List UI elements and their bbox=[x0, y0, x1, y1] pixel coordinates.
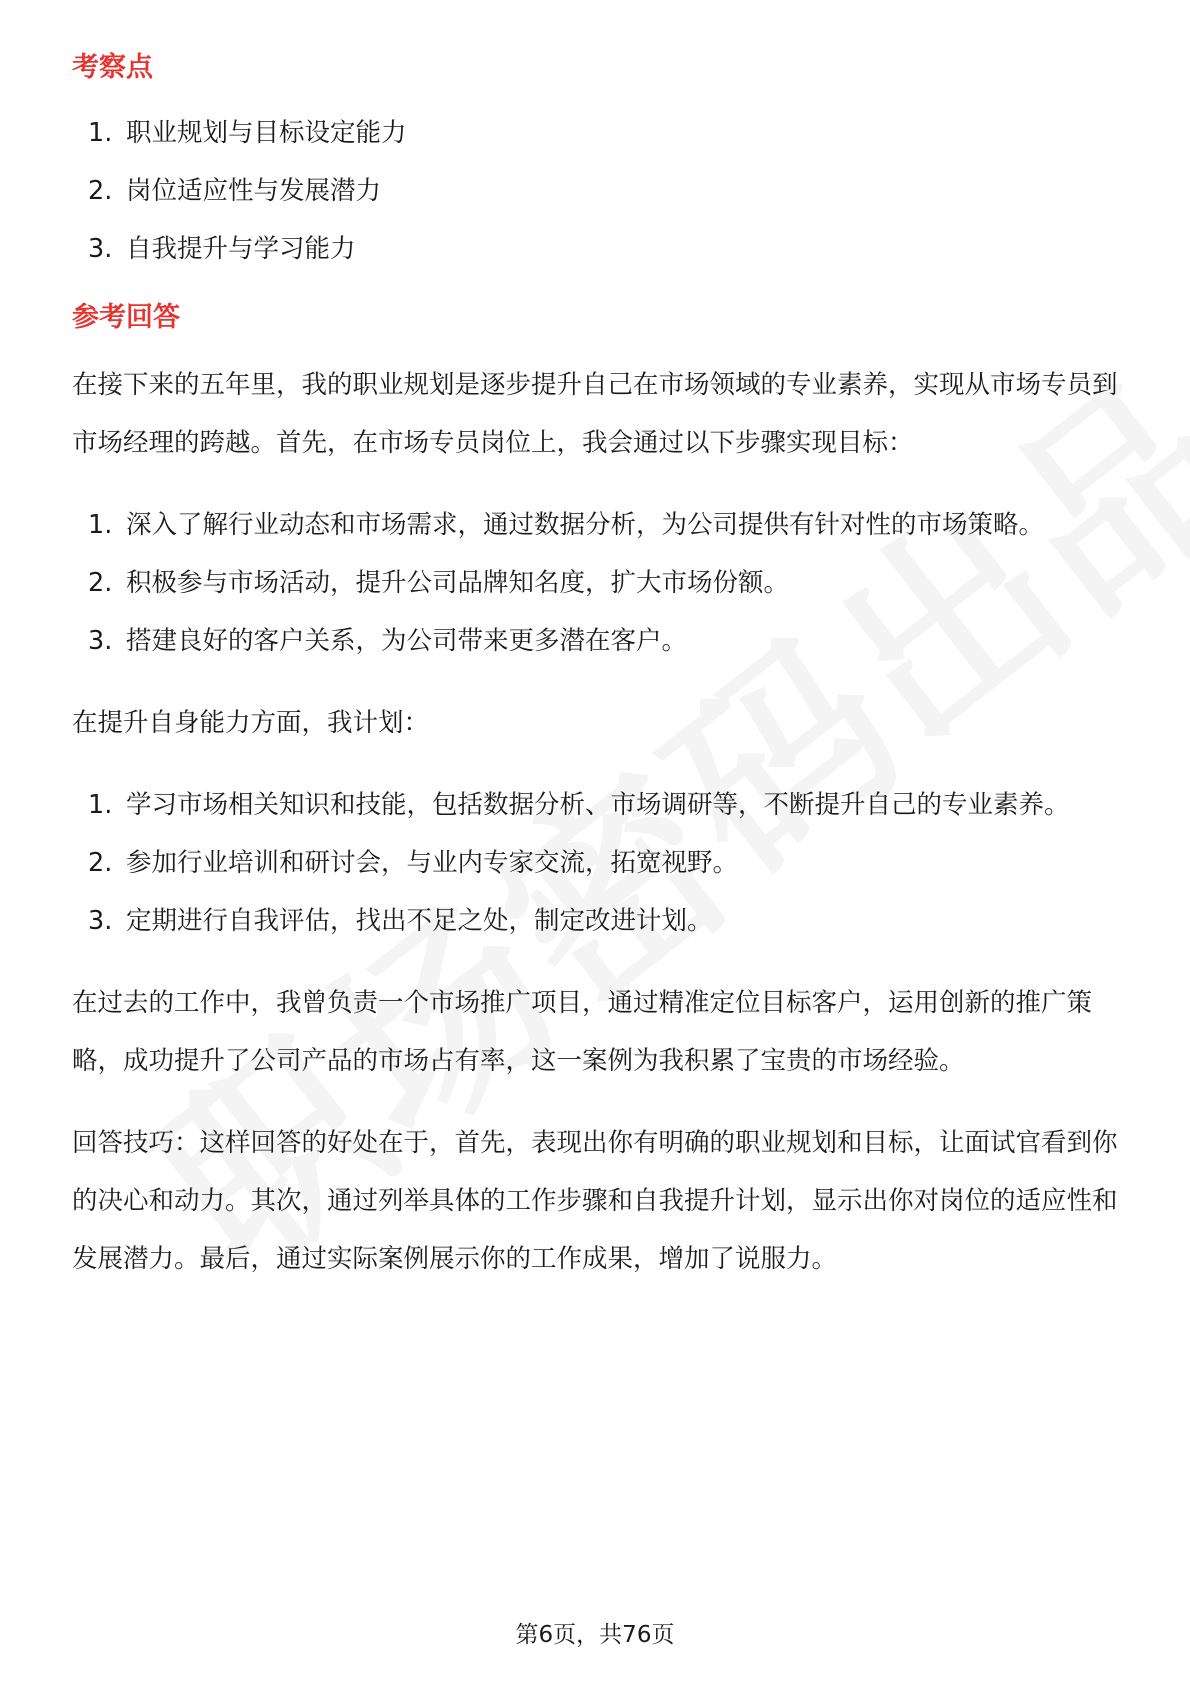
list-text: 自我提升与学习能力 bbox=[126, 234, 356, 264]
list-item bbox=[72, 892, 1118, 950]
case-paragraph: 在过去的工作中，我曾负责一个市场推广项目，通过精准定位目标客户，运用创新的推广策略，成功提升了公司产品的市场占有率，这一案例为我积累了宝贵的市场经验。 bbox=[72, 988, 1093, 1076]
list-number: 1. bbox=[88, 118, 113, 148]
ability-intro-paragraph: 在提升自身能力方面，我计划： bbox=[72, 708, 430, 738]
list-text: 深入了解行业动态和市场需求，通过数据分析，为公司提供有针对性的市场策略。 bbox=[126, 510, 1045, 540]
list-text: 定期进行自我评估，找出不足之处，制定改进计划。 bbox=[126, 906, 713, 936]
plans-list bbox=[72, 776, 1118, 950]
page-content bbox=[72, 48, 1118, 1288]
list-text: 学习市场相关知识和技能，包括数据分析、市场调研等，不断提升自己的专业素养。 bbox=[126, 790, 1070, 820]
list-number: 3. bbox=[88, 906, 113, 936]
list-item bbox=[72, 834, 1118, 892]
points-list bbox=[72, 104, 1118, 278]
list-number: 1. bbox=[88, 790, 113, 820]
list-item bbox=[72, 220, 1118, 278]
list-number: 3. bbox=[88, 626, 113, 656]
list-text: 职业规划与目标设定能力 bbox=[126, 118, 407, 148]
list-text: 搭建良好的客户关系，为公司带来更多潜在客户。 bbox=[126, 626, 688, 656]
answer-intro-paragraph: 在接下来的五年里，我的职业规划是逐步提升自己在市场领域的专业素养，实现从市场专员到市场经理的跨越。首先，在市场专员岗位上，我会通过以下步骤实现目标： bbox=[72, 370, 1118, 458]
steps-list bbox=[72, 496, 1118, 670]
section-heading-answer: 参考回答 bbox=[72, 302, 180, 333]
list-number: 2. bbox=[88, 176, 113, 206]
list-item bbox=[72, 162, 1118, 220]
page-number: 第6页，共76页 bbox=[515, 1622, 675, 1648]
list-item bbox=[72, 104, 1118, 162]
list-text: 积极参与市场活动，提升公司品牌知名度，扩大市场份额。 bbox=[126, 568, 790, 598]
list-item bbox=[72, 554, 1118, 612]
list-item bbox=[72, 776, 1118, 834]
list-number: 2. bbox=[88, 848, 113, 878]
section-heading-points: 考察点 bbox=[72, 52, 153, 83]
list-item bbox=[72, 496, 1118, 554]
list-text: 参加行业培训和研讨会，与业内专家交流，拓宽视野。 bbox=[126, 848, 739, 878]
list-number: 2. bbox=[88, 568, 113, 598]
list-number: 1. bbox=[88, 510, 113, 540]
list-number: 3. bbox=[88, 234, 113, 264]
tips-paragraph: 回答技巧：这样回答的好处在于，首先，表现出你有明确的职业规划和目标，让面试官看到你的决心和动力。其次，通过列举具体的工作步骤和自我提升计划，显示出你对岗位的适应性和发展潜力。最后，通过实际案例展示你的工作成果，增加了说服力。 bbox=[72, 1128, 1118, 1274]
list-item bbox=[72, 612, 1118, 670]
list-text: 岗位适应性与发展潜力 bbox=[126, 176, 382, 206]
